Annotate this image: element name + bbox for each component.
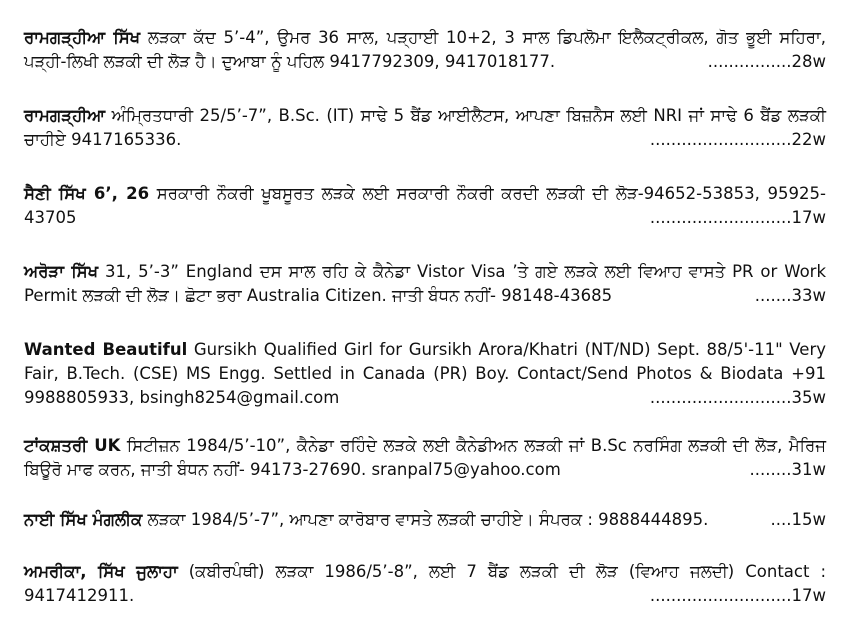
ad-text: ਲੜਕਾ ਕੱਦ 5’-4”, ਉਮਰ 36 ਸਾਲ, ਪੜ੍ਹਾਈ 10+2, 3 ਸਾਲ ਡਿਪਲੋਮਾ ਇਲੈਕਟ੍ਰੀਕਲ, ਗੋਤ ਭੂਈ ਸਹਿਰਾ, ਪੜ੍ਹੀ-ਲਿਖੀ ਲੜਕੀ ਦੀ ਲੋੜ ਹੈ। ਦੁਆਬਾ ਨੂੰ ਪਹਿਲ 9417792309, 9417018177. — [24, 28, 827, 71]
ad-text: ਅੰਮ੍ਰਿਤਧਾਰੀ 25/5’-7”, B.Sc. (IT) ਸਾਢੇ 5 ਬੈਂਡ ਆਈਲੈਟਸ, ਆਪਣਾ ਬਿਜ਼ਨੈਸ ਲਈ NRI ਜਾਂ ਸਾਢੇ 6 ਬੈਂਡ ਲੜਕੀ ਚਾਹੀਏ 9417165336. — [24, 106, 826, 149]
matrimonial-ad — [24, 338, 826, 410]
ad-heading: ਅਰੋੜਾ ਸਿੱਖ — [24, 262, 99, 281]
ad-text: 31, 5’-3” England ਦਸ ਸਾਲ ਰਹਿ ਕੇ ਕੈਨੇਡਾ Vistor Visa ’ਤੇ ਗਏ ਲੜਕੇ ਲਈ ਵਿਆਹ ਵਾਸਤੇ PR or Work Permit ਲੜਕੀ ਦੀ ਲੋੜ। ਛੋਟਾ ਭਰਾ Australia Citizen. ਜਾਤੀ ਬੰਧਨ ਨਹੀਂ- 98148-43685 — [24, 262, 827, 305]
ad-text: ਲੜਕਾ 1984/5’-7”, ਆਪਣਾ ਕਾਰੋਬਾਰ ਵਾਸਤੇ ਲੜਕੀ ਚਾਹੀਏ। ਸੰਪਰਕ : 9888444895. — [142, 510, 709, 529]
matrimonial-ad — [24, 104, 826, 152]
matrimonial-ad — [24, 508, 826, 532]
ad-heading: ਅਮਰੀਕਾ, ਸਿੱਖ ਜੁਲਾਹਾ — [24, 562, 178, 581]
ad-word-count: ........31w — [749, 460, 826, 479]
matrimonial-ad — [24, 434, 826, 482]
ad-heading: ਨਾਈ ਸਿੱਖ ਮੰਗਲੀਕ — [24, 510, 143, 529]
ad-heading: ਰਾਮਗੜ੍ਹੀਆ — [24, 106, 106, 125]
ad-word-count: ................28w — [707, 52, 826, 71]
ad-word-count: ....15w — [770, 510, 826, 529]
ad-text: ਸਿਟੀਜ਼ਨ 1984/5’-10”, ਕੈਨੇਡਾ ਰਹਿੰਦੇ ਲੜਕੇ ਲਈ ਕੈਨੇਡੀਅਨ ਲੜਕੀ ਜਾਂ B.Sc ਨਰਸਿੰਗ ਲੜਕੀ ਦੀ ਲੋੜ, ਮੈਰਿਜ ਬਿਊਰੋ ਮਾਫ ਕਰਨ, ਜਾਤੀ ਬੰਧਨ ਨਹੀਂ- 94173-27690. sranpal75@yahoo.com — [24, 436, 826, 479]
ad-word-count: .......33w — [754, 286, 826, 305]
ad-heading: ਰਾਮਗੜ੍ਹੀਆ ਸਿੱਖ — [24, 28, 141, 47]
ad-heading: ਸੈਣੀ ਸਿੱਖ 6’, 26 — [24, 184, 150, 203]
matrimonial-ad — [24, 26, 826, 74]
ad-word-count: ...........................35w — [649, 388, 826, 407]
matrimonial-ad — [24, 182, 826, 230]
ad-heading: ਟਾਂਕਸ਼ਤਰੀ UK — [24, 436, 121, 455]
ad-word-count: ...........................22w — [649, 130, 826, 149]
ad-word-count: ...........................17w — [649, 208, 826, 227]
ad-heading: Wanted Beautiful — [24, 340, 188, 359]
ad-text: ਸਰਕਾਰੀ ਨੌਕਰੀ ਖੂਬਸੂਰਤ ਲੜਕੇ ਲਈ ਸਰਕਾਰੀ ਨੌਕਰੀ ਕਰਦੀ ਲੜਕੀ ਦੀ ਲੋੜ-94652-53853, 95925-43705 — [24, 184, 826, 227]
ad-word-count: ...........................17w — [649, 586, 826, 605]
ad-text: Gursikh Qualified Girl for Gursikh Arora/Khatri (NT/ND) Sept. 88/5'-11" Very Fair, B.Tech. (CSE) MS Engg. Settled in Canada (PR) Boy. Contact/Send Photos & Biodata +91 9988805933, bsingh8254@gmail.com — [24, 340, 826, 407]
matrimonial-ad — [24, 560, 826, 608]
ad-text: (ਕਬੀਰਪੰਥੀ) ਲੜਕਾ 1986/5’-8”, ਲਈ 7 ਬੈਂਡ ਲੜਕੀ ਦੀ ਲੋੜ (ਵਿਆਹ ਜਲਦੀ) Contact : 9417412911. — [24, 562, 827, 605]
matrimonial-ad — [24, 260, 826, 308]
